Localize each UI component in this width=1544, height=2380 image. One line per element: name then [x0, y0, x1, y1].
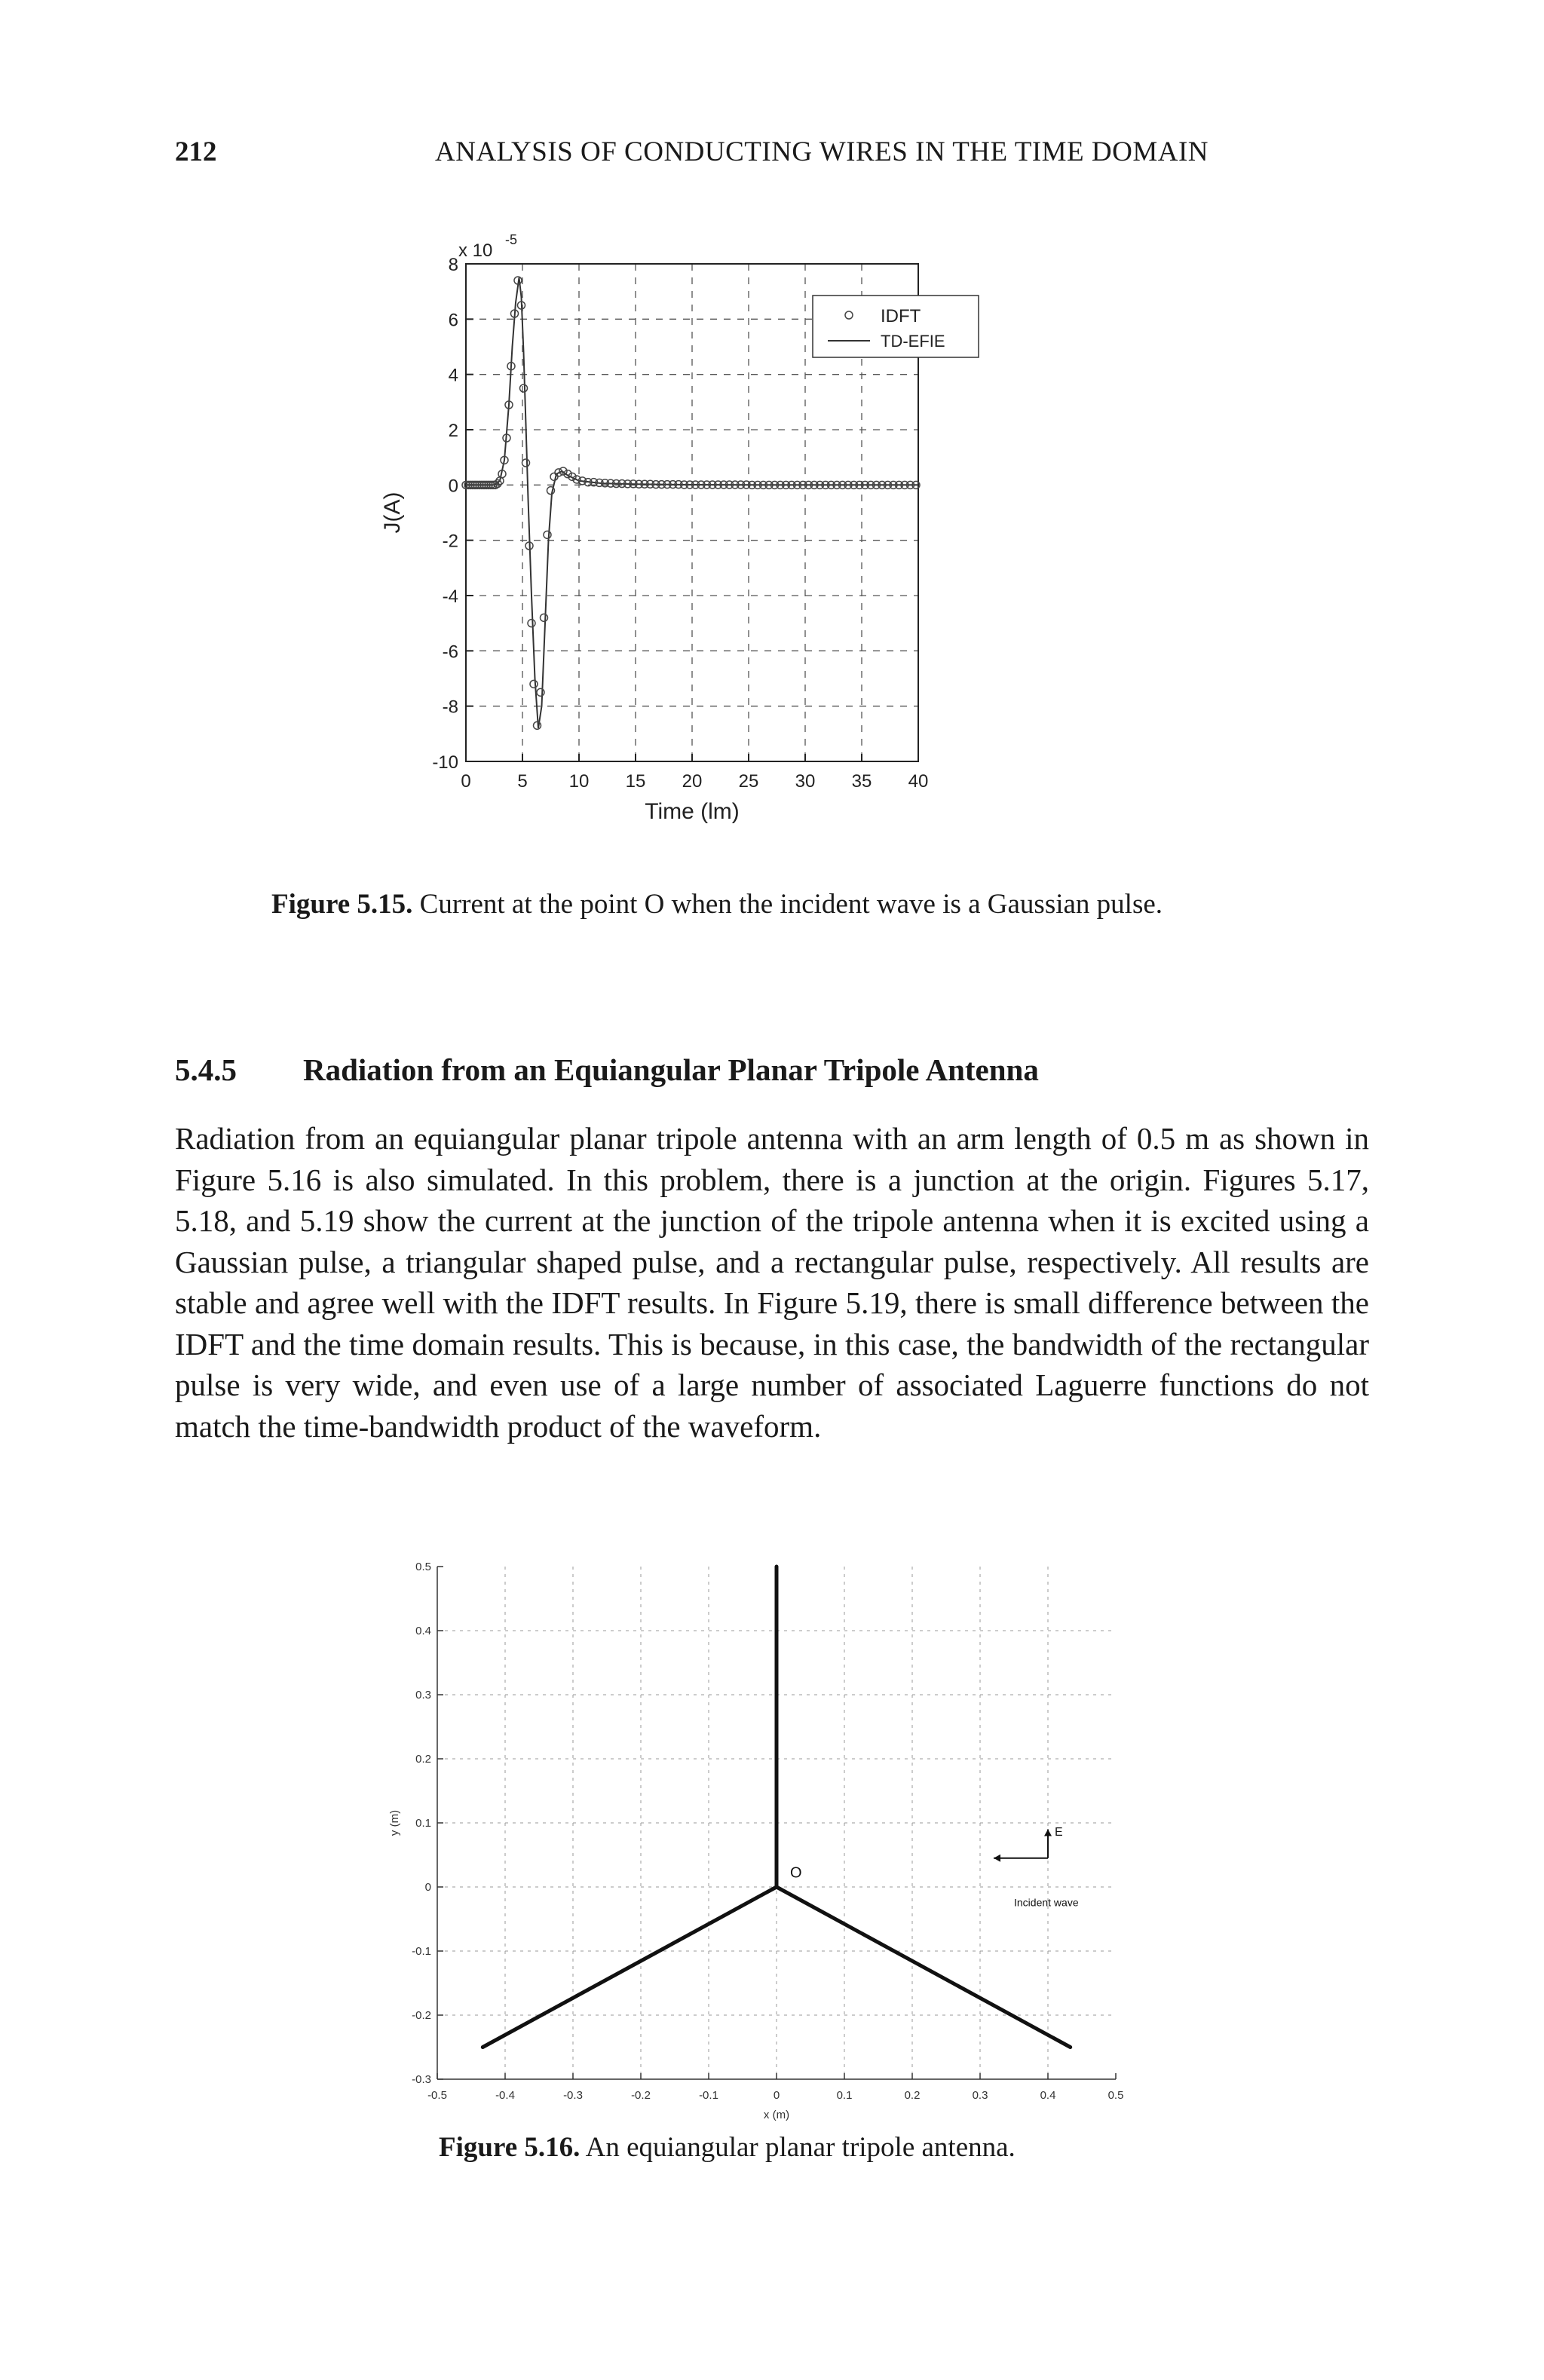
x-tick-label: 0.3	[972, 2089, 988, 2102]
figure-5-16-caption	[439, 2130, 1016, 2165]
section-title: Radiation from an Equiangular Planar Tripole Antenna	[303, 1052, 1039, 1087]
x-tick-label: -0.3	[563, 2089, 583, 2102]
y-tick-label: -10	[432, 752, 458, 773]
e-field-arrowhead-icon	[1044, 1830, 1052, 1836]
series-idft-point	[547, 487, 555, 495]
section-number: 5.4.5	[175, 1052, 237, 1087]
figure-5-16-chart	[377, 1553, 1161, 2126]
y-tick-label: -2	[442, 531, 458, 552]
x-tick-label: 40	[908, 771, 929, 792]
antenna-arm-3	[777, 1887, 1071, 2048]
y-tick-label: 0.1	[415, 1817, 431, 1830]
y-tick-label: 0.4	[415, 1625, 431, 1637]
x-tick-label: 5	[517, 771, 528, 792]
series-idft-point	[530, 680, 538, 688]
e-field-label: E	[1055, 1826, 1063, 1839]
y-multiplier: x 10	[458, 240, 493, 261]
y-multiplier-exponent: -5	[505, 232, 518, 247]
y-tick-label: -0.2	[412, 2009, 431, 2022]
figure-5-15-chart	[377, 226, 1131, 844]
incident-wave-arrowhead-icon	[994, 1855, 1000, 1862]
y-tick-label: 0	[448, 476, 458, 497]
y-tick-label: -0.1	[412, 1945, 431, 1958]
section-heading	[175, 1052, 1039, 1088]
caption-text: An equiangular planar tripole antenna.	[585, 2132, 1016, 2163]
y-tick-label: -6	[442, 642, 458, 663]
caption-label: Figure 5.15.	[271, 889, 413, 920]
y-tick-label: 2	[448, 421, 458, 441]
caption-text: Current at the point O when the incident wave is a Gaussian pulse.	[419, 889, 1163, 920]
x-tick-label: 30	[795, 771, 816, 792]
y-tick-label: 6	[448, 310, 458, 331]
x-tick-label: -0.1	[699, 2089, 718, 2102]
x-tick-label: 20	[682, 771, 703, 792]
x-tick-label: 0.5	[1107, 2089, 1124, 2102]
running-head: ANALYSIS OF CONDUCTING WIRES IN THE TIME DOMAIN	[435, 136, 1209, 167]
series-idft-point	[544, 531, 551, 538]
x-tick-label: 35	[851, 771, 872, 792]
y-axis-label: y (m)	[388, 1809, 401, 1836]
figure-5-15-caption	[271, 887, 1163, 922]
x-tick-label: -0.4	[495, 2089, 515, 2102]
body-paragraph: Radiation from an equiangular planar tripole antenna with an arm length of 0.5 m as shown in Figure 5.16 is also simulated. In this problem, there is a junction at the origin. Figures 5.17, 5.18, and 5.19 show the current at the junction of the tripole antenna when it is excited using a Gaussian pulse, a triangular shaped pulse, and a rectangular pulse, respectively. All results are stable and agree well with the IDFT results. In Figure 5.19, there is small difference between the IDFT and the time domain results. This is because, in this case, the bandwidth of the rectangular pulse is very wide, and even use of a large number of associated Laguerre functions do not match the time-bandwidth product of the waveform.	[175, 1121, 1369, 1444]
series-idft-point	[520, 384, 528, 392]
y-tick-label: 8	[448, 255, 458, 275]
x-tick-label: 0	[773, 2089, 780, 2102]
y-tick-label: 0	[424, 1881, 431, 1894]
legend-label-idft: IDFT	[881, 306, 921, 326]
x-tick-label: 0.1	[836, 2089, 853, 2102]
y-tick-label: -4	[442, 587, 458, 607]
y-tick-label: 0.5	[415, 1561, 431, 1573]
page-number: 212	[175, 136, 217, 167]
x-tick-label: 15	[625, 771, 646, 792]
series-idft-point	[528, 620, 535, 627]
y-tick-label: 0.2	[415, 1753, 431, 1766]
running-header	[175, 136, 1366, 181]
origin-label: O	[790, 1864, 802, 1882]
legend-label-td-efie: TD-EFIE	[881, 332, 945, 351]
x-axis-label: Time (lm)	[645, 799, 740, 824]
caption-label: Figure 5.16.	[439, 2132, 581, 2163]
y-tick-label: 0.3	[415, 1689, 431, 1702]
x-tick-label: -0.2	[631, 2089, 651, 2102]
series-idft-point	[550, 473, 558, 480]
x-tick-label: 0	[461, 771, 471, 792]
series-idft-point	[537, 688, 544, 696]
y-tick-label: -8	[442, 697, 458, 718]
incident-wave-label: Incident wave	[1014, 1896, 1079, 1909]
x-axis-label: x (m)	[763, 2109, 790, 2121]
series-idft-point	[534, 721, 541, 729]
series-idft-point	[522, 459, 530, 467]
y-axis-label: J(A)	[380, 492, 405, 534]
x-tick-label: 0.2	[904, 2089, 921, 2102]
x-tick-label: 25	[738, 771, 759, 792]
y-tick-label: 4	[448, 365, 458, 386]
x-tick-label: 0.4	[1040, 2089, 1056, 2102]
series-idft-point	[541, 614, 548, 621]
x-tick-label: -0.5	[427, 2089, 447, 2102]
antenna-arm-2	[482, 1887, 777, 2048]
y-tick-label: -0.3	[412, 2073, 431, 2086]
x-tick-label: 10	[568, 771, 590, 792]
